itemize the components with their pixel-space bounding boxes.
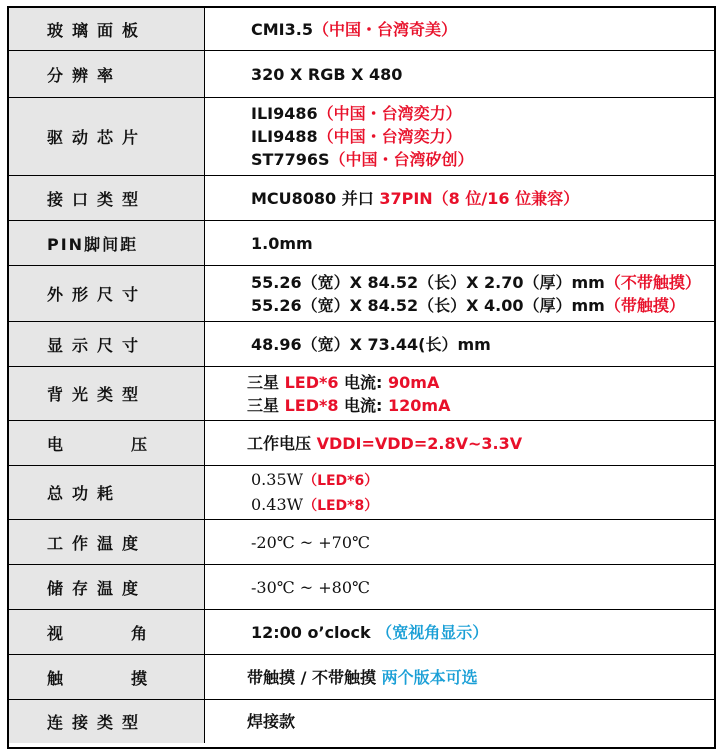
spec-value-line [251, 576, 714, 599]
spec-value-text: 焊接款 [247, 712, 296, 731]
spec-value-line [251, 148, 714, 171]
spec-value-text: 55.26（宽）X 84.52（长）X 4.00（厚）mm [251, 295, 605, 315]
spec-label: 背光类型 [9, 367, 205, 420]
spec-value-line [251, 531, 714, 554]
spec-value-text: 120mA [388, 395, 451, 415]
spec-value-text: LED*6 [284, 372, 339, 392]
spec-row [9, 51, 714, 98]
spec-value-text: （带触摸） [604, 295, 685, 315]
spec-value-text: ILI9488 [251, 127, 318, 146]
spec-row [9, 367, 714, 421]
spec-value-line [251, 125, 714, 148]
spec-label: 驱动芯片 [9, 98, 205, 175]
spec-value-text: ST7796S [251, 150, 330, 169]
spec-value-text: MCU8080 并口 [251, 188, 380, 208]
spec-value-text: LED*8 [284, 395, 339, 415]
spec-value-line [247, 371, 714, 394]
spec-value-text: 0.35W [251, 469, 304, 489]
spec-value-text: -20℃ ~ +70℃ [251, 532, 370, 552]
spec-value-line [251, 271, 714, 294]
spec-row [9, 520, 714, 565]
spec-value-line [251, 333, 714, 356]
spec-value [205, 610, 714, 654]
spec-row [9, 322, 714, 367]
spec-value-text: （不带触摸） [604, 272, 701, 292]
spec-row [9, 221, 714, 266]
spec-value [205, 266, 714, 321]
spec-value-text: 90mA [388, 372, 440, 392]
spec-value-text: （中国・台湾奕力） [317, 104, 462, 123]
spec-value-line [251, 102, 714, 125]
spec-value-text: CMI3.5 [251, 19, 313, 39]
spec-value-text: 带触摸 / 不带触摸 [247, 667, 382, 687]
spec-value-text: 电流: [338, 372, 389, 392]
spec-value [205, 565, 714, 609]
spec-label: 连接类型 [9, 700, 205, 743]
spec-value-line [251, 294, 714, 317]
spec-value-text: 电流: [338, 395, 389, 415]
spec-value-line [247, 666, 714, 689]
spec-label: 触 摸 [9, 655, 205, 699]
spec-label: 分辨率 [9, 51, 205, 97]
spec-row [9, 700, 714, 743]
spec-value-line [251, 621, 714, 644]
spec-value [205, 466, 714, 519]
spec-value-line [251, 493, 714, 518]
spec-label: 显示尺寸 [9, 322, 205, 366]
spec-row [9, 176, 714, 221]
spec-value-text: 工作电压 [247, 433, 317, 453]
spec-value-text: 37PIN（8 位/16 位兼容） [379, 188, 580, 208]
spec-row [9, 610, 714, 655]
spec-value [205, 421, 714, 465]
spec-label: 储存温度 [9, 565, 205, 609]
spec-value-text: 1.0mm [251, 233, 313, 253]
spec-value-line [251, 187, 714, 210]
spec-value [205, 367, 714, 420]
spec-value-line [251, 468, 714, 493]
spec-value-line [247, 710, 714, 733]
spec-value-text: ILI9486 [251, 104, 318, 123]
spec-value [205, 655, 714, 699]
spec-row [9, 655, 714, 700]
spec-value-text: 三星 [247, 372, 285, 392]
spec-label: 工作温度 [9, 520, 205, 564]
spec-value-text: 三星 [247, 395, 285, 415]
spec-label: 接口类型 [9, 176, 205, 220]
spec-row [9, 421, 714, 466]
spec-table [7, 6, 716, 749]
spec-value-text: VDDI=VDD=2.8V~3.3V [316, 433, 523, 453]
spec-value-text: 55.26（宽）X 84.52（长）X 2.70（厚）mm [251, 272, 605, 292]
spec-value-text: （中国・台湾奇美） [312, 19, 457, 39]
spec-label: 总功耗 [9, 466, 205, 519]
spec-value-text: （中国・台湾奕力） [317, 127, 462, 146]
spec-value-text: 320 X RGB X 480 [251, 64, 403, 84]
spec-value [205, 51, 714, 97]
spec-row [9, 8, 714, 51]
spec-value-text: （LED*6） [303, 472, 379, 489]
spec-label: 电 压 [9, 421, 205, 465]
spec-value-line [247, 394, 714, 417]
spec-value [205, 221, 714, 265]
spec-label: 视 角 [9, 610, 205, 654]
spec-value [205, 700, 714, 743]
spec-value [205, 520, 714, 564]
spec-label: PIN脚间距 [9, 221, 205, 265]
spec-value [205, 8, 714, 50]
spec-row [9, 98, 714, 176]
spec-value-text: （宽视角显示） [376, 622, 489, 642]
spec-value-line [251, 232, 714, 255]
spec-value-text: 两个版本可选 [381, 667, 478, 687]
spec-value-line [251, 18, 714, 41]
spec-row [9, 466, 714, 520]
spec-value-line [251, 63, 714, 86]
spec-value-text: -30℃ ~ +80℃ [251, 577, 370, 597]
spec-value-text: 12:00 o’clock [251, 622, 377, 642]
spec-row [9, 565, 714, 610]
spec-value-line [247, 432, 714, 455]
spec-value-text: （LED*8） [303, 497, 379, 514]
spec-value-text: 48.96（宽）X 73.44(长）mm [251, 334, 491, 354]
spec-label: 玻璃面板 [9, 8, 205, 50]
spec-value-text: 0.43W [251, 494, 304, 514]
spec-label: 外形尺寸 [9, 266, 205, 321]
spec-row [9, 266, 714, 322]
spec-value-text: （中国・台湾矽创） [329, 150, 474, 169]
spec-value [205, 176, 714, 220]
spec-value [205, 98, 714, 175]
spec-value [205, 322, 714, 366]
